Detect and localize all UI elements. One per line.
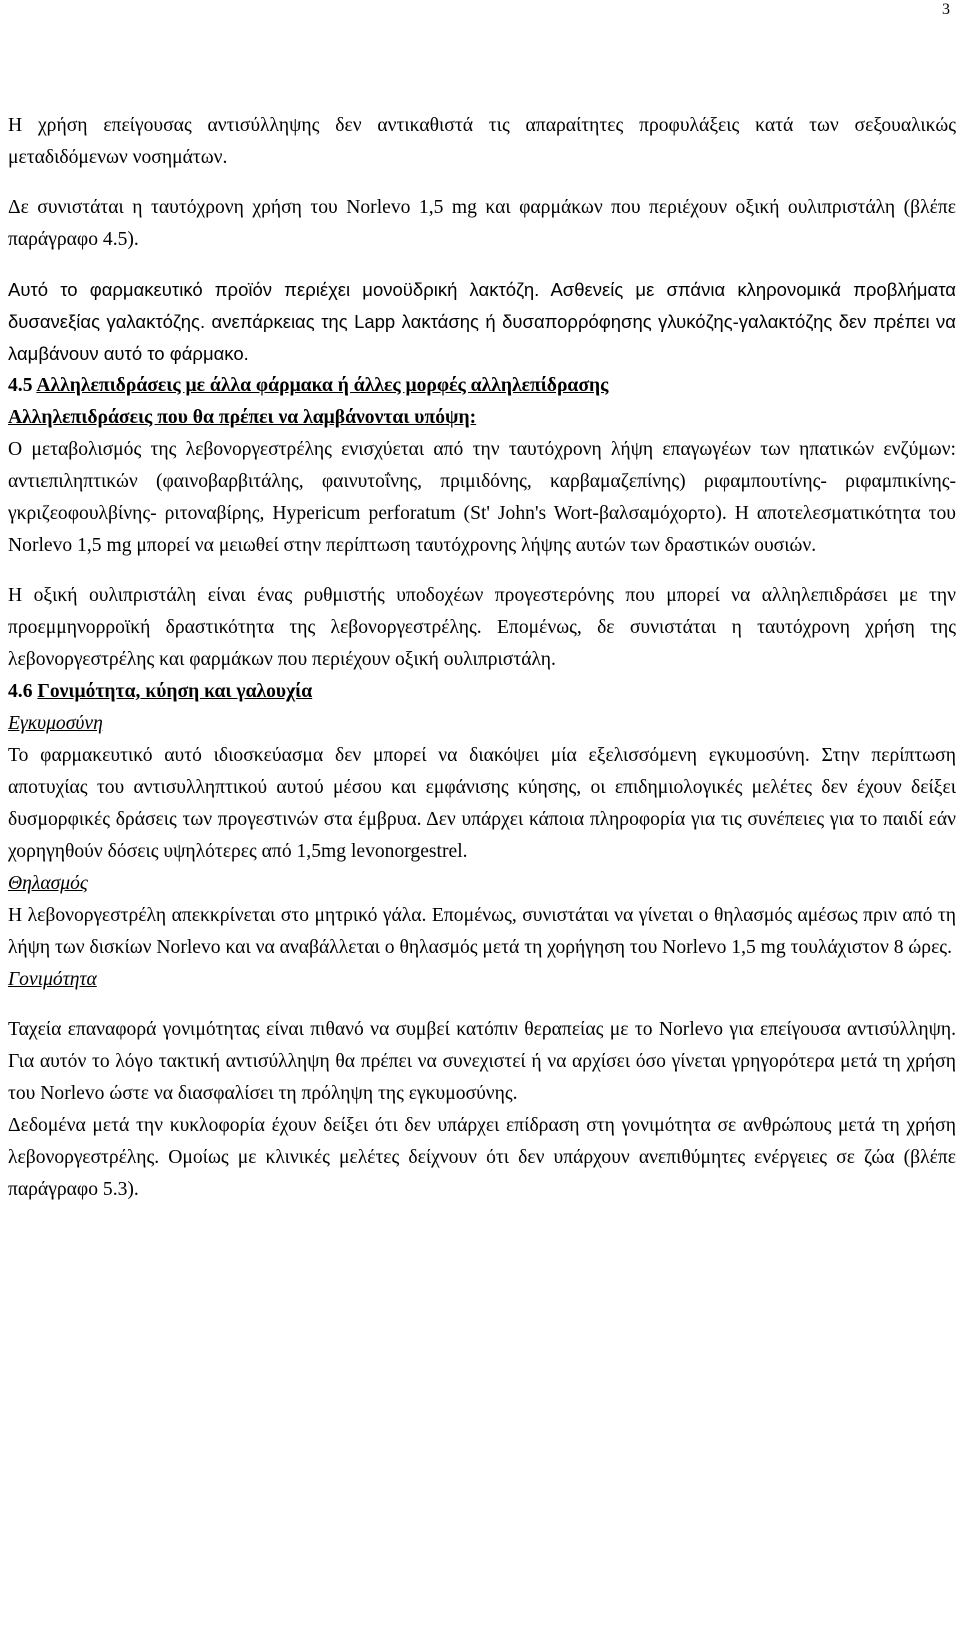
pregnancy-heading: Εγκυμοσύνη <box>8 713 103 734</box>
interactions-subheading: Αλληλεπιδράσεις που θα πρέπει να λαμβάνονται υπόψη: <box>8 407 477 428</box>
paragraph-ulipristal-warning: Δε συνιστάται η ταυτόχρονη χρήση του Norlevo 1,5 mg και φαρμάκων που περιέχουν οξική ουλιπριστάλη (βλέπε παράγραφο 4.5). <box>8 197 956 250</box>
paragraph-fertility-2: Δεδομένα μετά την κυκλοφορία έχουν δείξει ότι δεν υπάρχει επίδραση στη γονιμότητα σε ανθρώπους μετά τη χρήση λεβονοργεστρέλης. Ομοίως με κλινικές μελέτες δείχνουν ότι δεν υπάρχουν ανεπιθύμητες ενέργειες σε ζώα (βλέπε παράγραφο 5.3). <box>8 1115 956 1200</box>
document-body <box>8 110 956 1206</box>
paragraph-enzyme-inducers: Ο μεταβολισμός της λεβονοργεστρέλης ενισχύεται από την ταυτόχρονη λήψη επαγωγέων των ηπατικών ενζύμων: αντιεπιληπτικών (φαινοβαρβιτάλης, φαινυτοΐνης, πριμιδόνης, καρβαμαζεπίνης) ριφαμπουτίνης- ριφαμπικίνης- γκριζεοφουλβίνης- ριτοναβίρης, Hypericum perforatum (St' John's Wort-βαλσαμόχορτο). Η αποτελεσματικότητα του Norlevo 1,5 mg μπορεί να μειωθεί στην περίπτωση ταυτόχρονης λήψης αυτών των δραστικών ουσιών. <box>8 439 956 556</box>
section-4-5-title: Αλληλεπιδράσεις με άλλα φάρμακα ή άλλες μορφές αλληλεπίδρασης <box>36 375 609 396</box>
paragraph-pregnancy: Το φαρμακευτικό αυτό ιδιοσκεύασμα δεν μπορεί να διακόψει μία εξελισσόμενη εγκυμοσύνη. Στην περίπτωση αποτυχίας του αντισυλληπτικού αυτού μέσου και εμφάνισης κύησης, οι επιδημιολογικές μελέτες δεν έχουν δείξει δυσμορφικές δράσεις των προγεστινών στα έμβρυα. Δεν υπάρχει κάποια πληροφορία για τις συνέπειες για το παιδί εάν χορηγηθούν δόσεις υψηλότερες από 1,5mg levonorgestrel. <box>8 745 956 862</box>
paragraph-fertility-1: Ταχεία επαναφορά γονιμότητας είναι πιθανό να συμβεί κατόπιν θεραπείας με το Norlevo για επείγουσα αντισύλληψη. Για αυτόν το λόγο τακτική αντισύλληψη θα πρέπει να συνεχιστεί ή να αρχίσει όσο γίνεται γρηγορότερα μετά τη χρήση του Norlevo ώστε να διασφαλίσει τη πρόληψη της εγκυμοσύνης. <box>8 1019 956 1104</box>
paragraph-std-warning: Η χρήση επείγουσας αντισύλληψης δεν αντικαθιστά τις απαραίτητες προφυλάξεις κατά των σεξουαλικώς μεταδιδόμενων νοσημάτων. <box>8 115 956 168</box>
section-4-6-heading <box>8 676 956 708</box>
paragraph-breastfeeding: Η λεβονοργεστρέλη απεκκρίνεται στο μητρικό γάλα. Επομένως, συνιστάται να γίνεται ο θηλασμός αμέσως πριν από τη λήψη των δισκίων Norlevo και να αναβάλλεται ο θηλασμός μετά τη χορήγηση του Norlevo 1,5 mg τουλάχιστον 8 ώρες. <box>8 905 956 958</box>
section-4-5-number: 4.5 <box>8 375 33 396</box>
page-number: 3 <box>942 1 950 18</box>
breastfeeding-heading: Θηλασμός <box>8 873 88 894</box>
section-4-5-heading <box>8 370 956 402</box>
paragraph-ulipristal-interaction: Η οξική ουλιπριστάλη είναι ένας ρυθμιστής υποδοχέων προγεστερόνης που μπορεί να αλληλεπιδράσει με την προεμμηνορροϊκή δραστικότητα της λεβονοργεστρέλης. Επομένως, δε συνιστάται η ταυτόχρονη χρήση της λεβονοργεστρέλης και φαρμάκων που περιέχουν οξική ουλιπριστάλη. <box>8 585 956 670</box>
fertility-heading: Γονιμότητα <box>8 969 97 990</box>
paragraph-lactose-warning: Αυτό το φαρμακευτικό προϊόν περιέχει μονοϋδρική λακτόζη. Ασθενείς με σπάνια κληρονομικά προβλήματα δυσανεξίας γαλακτόζης. ανεπάρκειας της Lapp λακτάσης ή δυσαπορρόφησης γλυκόζης-γαλακτόζης δεν πρέπει να λαμβάνουν αυτό το φάρμακο. <box>8 279 956 364</box>
section-4-6-title: Γονιμότητα, κύηση και γαλουχία <box>37 681 313 702</box>
section-4-6-number: 4.6 <box>8 681 33 702</box>
